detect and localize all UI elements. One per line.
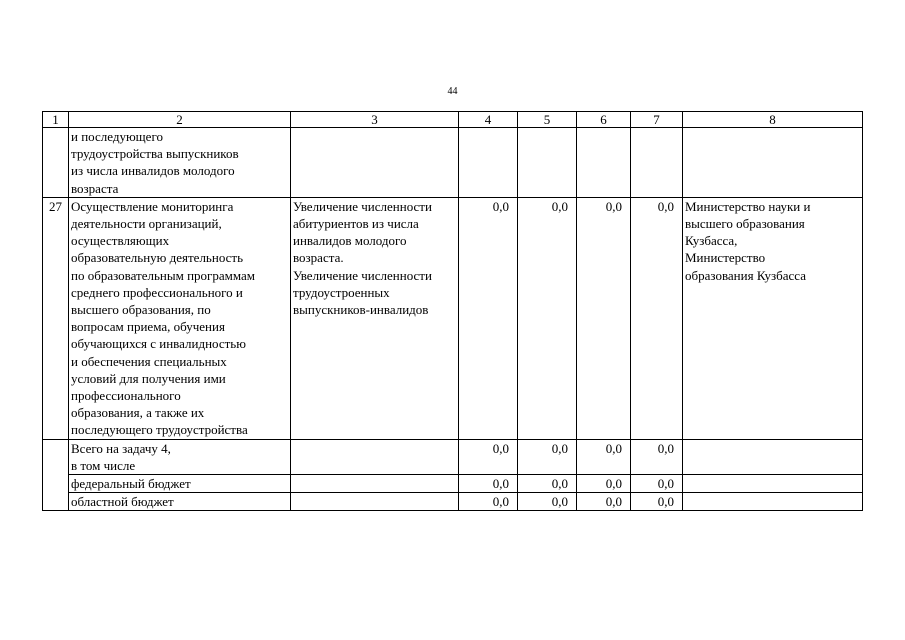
value-cell: 0,0 xyxy=(631,493,683,511)
table-row-continuation xyxy=(43,128,863,198)
value-cell xyxy=(518,128,577,198)
activity-cell: Всего на задачу 4, в том числе xyxy=(69,439,291,474)
value-cell: 0,0 xyxy=(459,493,518,511)
value-cell: 0,0 xyxy=(518,493,577,511)
executor-cell xyxy=(683,475,863,493)
table-row-federal xyxy=(43,475,863,493)
header-cell: 5 xyxy=(518,112,577,128)
value-cell: 0,0 xyxy=(577,475,631,493)
result-cell xyxy=(291,493,459,511)
value-cell: 0,0 xyxy=(631,475,683,493)
value-cell: 0,0 xyxy=(631,197,683,439)
value-cell: 0,0 xyxy=(518,475,577,493)
row-number-cell xyxy=(43,439,69,511)
header-cell: 8 xyxy=(683,112,863,128)
value-cell xyxy=(577,128,631,198)
table-row-regional xyxy=(43,493,863,511)
result-cell xyxy=(291,128,459,198)
result-cell xyxy=(291,439,459,474)
executor-cell: Министерство науки и высшего образования Кузбасса, Министерство образования Кузбасса xyxy=(683,197,863,439)
value-cell xyxy=(631,128,683,198)
value-cell: 0,0 xyxy=(459,439,518,474)
value-cell: 0,0 xyxy=(577,439,631,474)
value-cell: 0,0 xyxy=(459,475,518,493)
row-number-cell: 27 xyxy=(43,197,69,439)
table-row-total xyxy=(43,439,863,474)
value-cell xyxy=(459,128,518,198)
value-cell: 0,0 xyxy=(577,493,631,511)
table-header-row xyxy=(43,112,863,128)
value-cell: 0,0 xyxy=(518,197,577,439)
header-cell: 4 xyxy=(459,112,518,128)
header-cell: 2 xyxy=(69,112,291,128)
page-number: 44 xyxy=(447,86,458,97)
activity-cell: областной бюджет xyxy=(69,493,291,511)
value-cell: 0,0 xyxy=(518,439,577,474)
header-cell: 7 xyxy=(631,112,683,128)
table-row-27 xyxy=(43,197,863,439)
header-cell: 6 xyxy=(577,112,631,128)
value-cell: 0,0 xyxy=(577,197,631,439)
result-cell xyxy=(291,475,459,493)
row-number-cell xyxy=(43,128,69,198)
value-cell: 0,0 xyxy=(459,197,518,439)
header-cell: 1 xyxy=(43,112,69,128)
activity-cell: федеральный бюджет xyxy=(69,475,291,493)
activity-cell: и последующего трудоустройства выпускников из числа инвалидов молодого возраста xyxy=(69,128,291,198)
value-cell: 0,0 xyxy=(631,439,683,474)
executor-cell xyxy=(683,439,863,474)
result-cell: Увеличение численности абитуриентов из числа инвалидов молодого возраста. Увеличение численности трудоустроенных выпускников-инвалидов xyxy=(291,197,459,439)
executor-cell xyxy=(683,128,863,198)
header-cell: 3 xyxy=(291,112,459,128)
executor-cell xyxy=(683,493,863,511)
activities-table xyxy=(42,111,863,511)
activity-cell: Осуществление мониторинга деятельности организаций, осуществляющих образовательную деятельность по образовательным программам среднего профессионального и высшего образования, по вопросам приема, обучения обучающихся с инвалидностью и обеспечения специальных условий для получения ими профессионального образования, а также их последующего трудоустройства xyxy=(69,197,291,439)
